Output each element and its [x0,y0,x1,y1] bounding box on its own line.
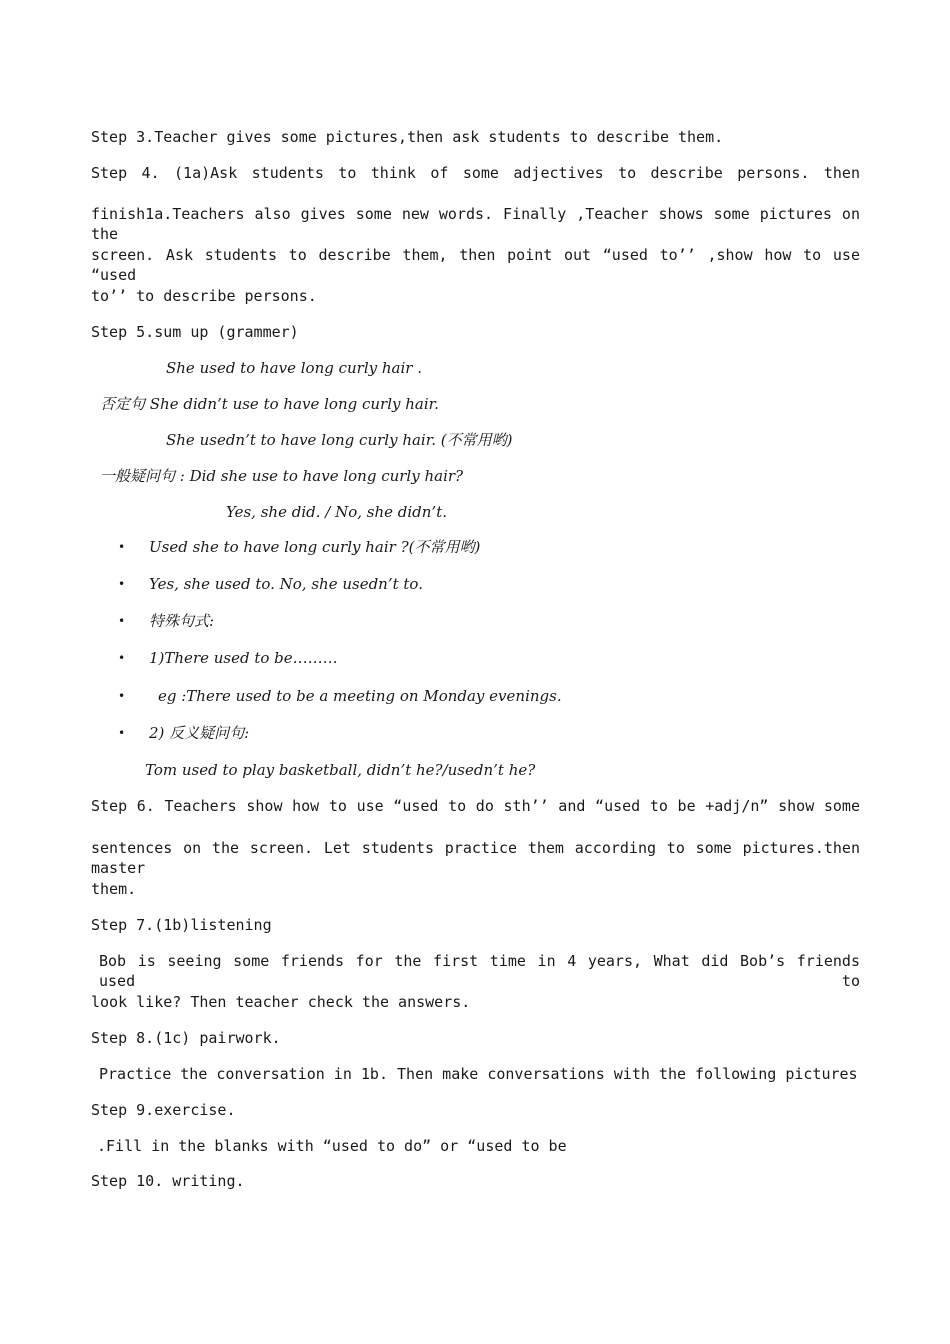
step-4-line-3: screen. Ask students to describe them, then point out “used to’’ ,show how to use “used [91,246,860,284]
grammar-tag-question: Tom used to play basketball, didn’t he?/usedn’t he? [145,761,536,779]
step-9-line-1: .Fill in the blanks with “used to do” or “used to be [97,1137,567,1155]
step-5-heading: Step 5.sum up (grammer) [91,323,299,341]
grammar-negative-alt: She usedn’t to have long curly hair. (不常用哟) [166,431,513,449]
step-10-heading: Step 10. writing. [91,1172,245,1190]
bullet-item-4: 1)There used to be……… [149,649,338,667]
bullet-marker: • [118,726,126,740]
step-4-line-2: finish1a.Teachers also gives some new words. Finally ,Teacher shows some pictures on the [91,205,860,243]
bullet-item-1: Used she to have long curly hair ?(不常用哟) [149,538,481,556]
step-6-line-3: them. [91,880,137,898]
grammar-negative: 否定句 She didn’t use to have long curly hair. [100,395,439,413]
step-8-heading: Step 8.(1c) pairwork. [91,1029,281,1047]
bullet-marker: • [118,614,126,628]
grammar-answers: Yes, she did. / No, she didn’t. [226,503,447,521]
grammar-question: 一般疑问句 : Did she use to have long curly hair? [100,467,464,485]
bullet-marker: • [118,651,126,665]
bullet-marker: • [118,689,126,703]
step-4-line-1: Step 4. (1a)Ask students to think of some adjectives to describe persons. then [91,164,860,182]
step-6-line-2: sentences on the screen. Let students practice them according to some pictures.then master [91,839,860,877]
step-7-line-1: Bob is seeing some friends for the first time in 4 years, What did Bob’s friends used to [99,952,860,990]
grammar-affirmative: She used to have long curly hair . [166,359,422,377]
bullet-item-6: 2) 反义疑问句: [149,724,250,742]
bullet-marker: • [118,540,126,554]
step-9-heading: Step 9.exercise. [91,1101,236,1119]
step-3-text: Step 3.Teacher gives some pictures,then ask students to describe them. [91,128,724,146]
step-8-line-1: Practice the conversation in 1b. Then make conversations with the following pictures [99,1065,858,1083]
step-7-heading: Step 7.(1b)listening [91,916,272,934]
bullet-item-2: Yes, she used to. No, she usedn’t to. [149,575,423,593]
bullet-item-3: 特殊句式: [149,612,215,630]
step-7-line-2: look like? Then teacher check the answers. [91,993,471,1011]
step-6-line-1: Step 6. Teachers show how to use “used to do sth’’ and “used to be +adj/n” show some [91,797,860,815]
bullet-item-5: eg :There used to be a meeting on Monday evenings. [158,687,562,705]
bullet-marker: • [118,577,126,591]
step-4-line-4: to’’ to describe persons. [91,287,317,305]
